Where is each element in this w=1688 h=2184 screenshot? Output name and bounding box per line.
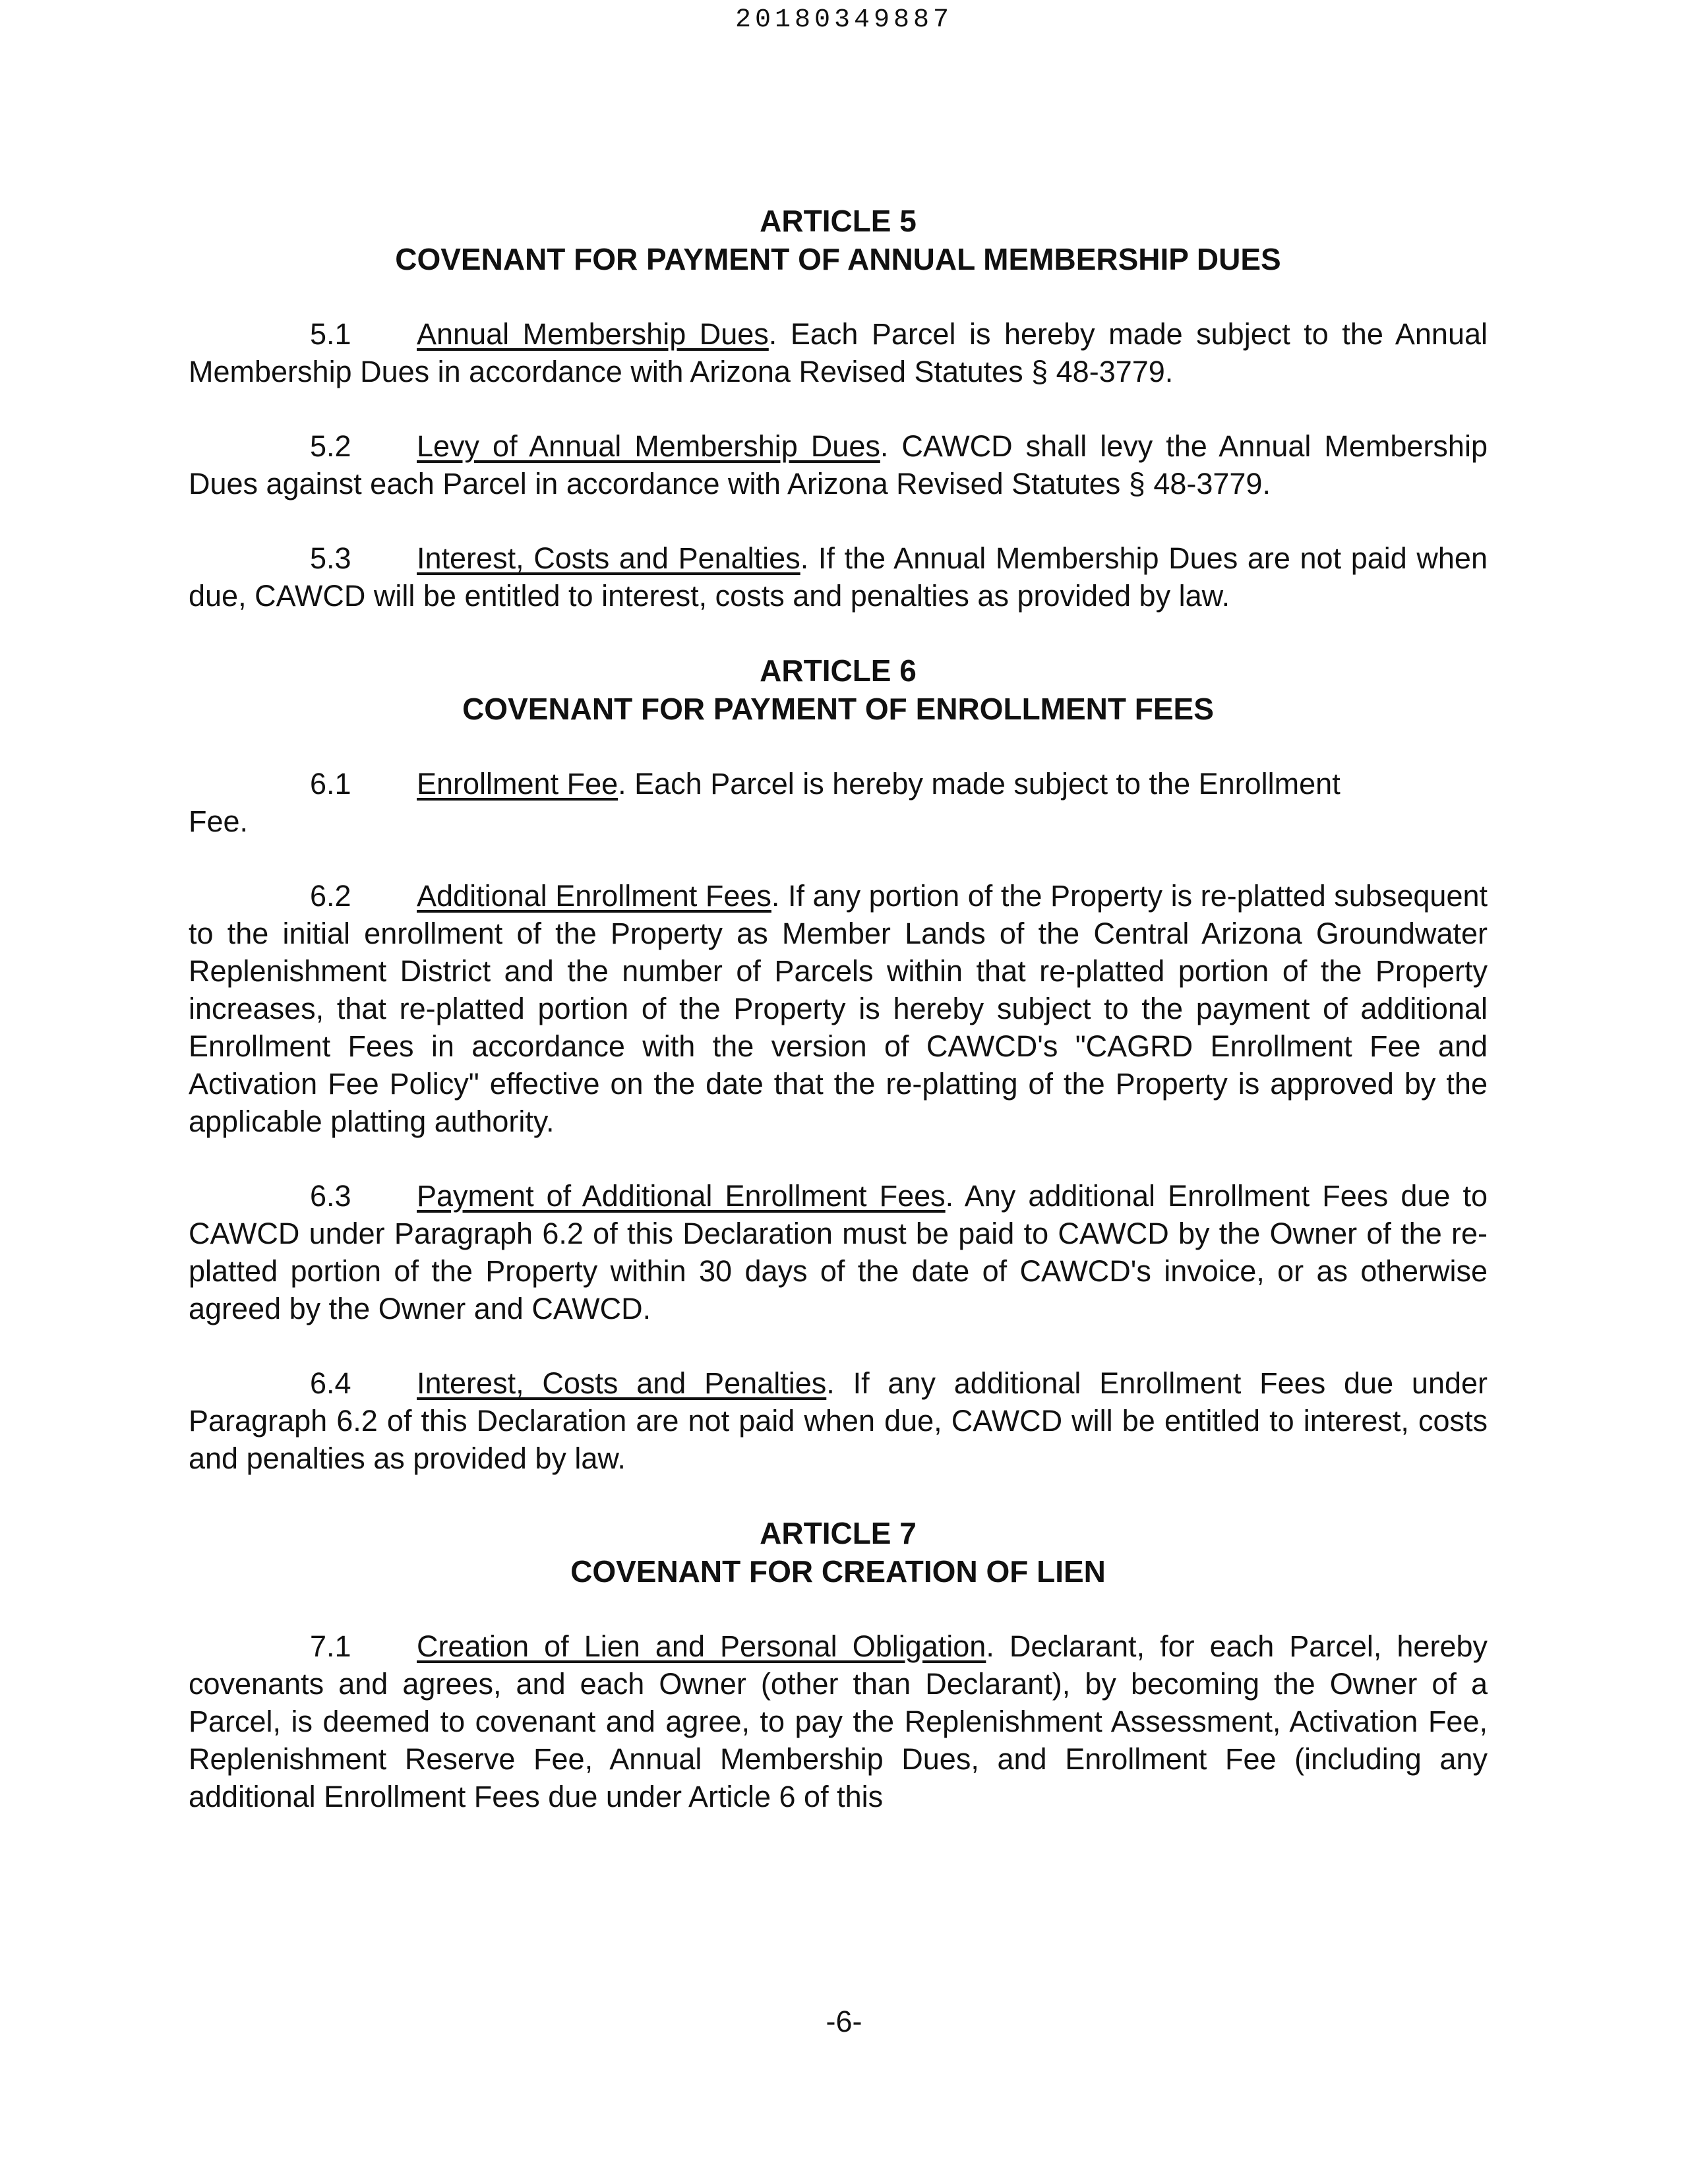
- section-5-3: [189, 539, 1488, 615]
- section-text: . Declarant, for each Parcel, hereby covenants and agrees, and each Owner (other than Declarant), by becoming the Owner of a Parcel, is deemed to covenant and agree, to pay the Replenishment Assessment, Activation Fee, Replenishment Reserve Fee, Annual Membership Dues, and Enrollment Fee (including any additional Enrollment Fees due under Article 6 of this: [189, 1629, 1488, 1813]
- section-6-1: [189, 765, 1488, 840]
- article-6-title: ARTICLE 6: [760, 653, 917, 688]
- section-text-continuation: Fee.: [189, 804, 249, 838]
- section-caption: Enrollment Fee: [417, 767, 618, 801]
- section-6-4: [189, 1364, 1488, 1477]
- article-6-subtitle: COVENANT FOR PAYMENT OF ENROLLMENT FEES: [462, 692, 1214, 726]
- section-7-1: [189, 1627, 1488, 1815]
- section-number: 6.1: [310, 767, 351, 801]
- section-caption: Annual Membership Dues: [417, 317, 769, 351]
- article-5-title: ARTICLE 5: [760, 204, 917, 238]
- section-caption: Levy of Annual Membership Dues: [417, 429, 880, 463]
- section-5-2: [189, 427, 1488, 502]
- section-number: 5.1: [310, 317, 351, 351]
- section-number: 6.2: [310, 879, 351, 913]
- section-number: 6.4: [310, 1366, 351, 1400]
- section-number: 6.3: [310, 1179, 351, 1213]
- section-6-3: [189, 1177, 1488, 1327]
- section-caption: Interest, Costs and Penalties: [417, 541, 800, 575]
- section-caption: Payment of Additional Enrollment Fees: [417, 1179, 946, 1213]
- section-text: . Each Parcel is hereby made subject to the Enrollment: [618, 767, 1341, 801]
- document-body: [189, 202, 1488, 1815]
- article-5-subtitle: COVENANT FOR PAYMENT OF ANNUAL MEMBERSHIP DUES: [395, 242, 1281, 276]
- section-6-2: [189, 877, 1488, 1140]
- section-5-1: [189, 315, 1488, 390]
- article-7-subtitle: COVENANT FOR CREATION OF LIEN: [570, 1554, 1106, 1589]
- section-text: . If any portion of the Property is re-platted subsequent to the initial enrollment of the Property as Member Lands of the Central Arizona Groundwater Replenishment District and the number of Parcels within that re-platted portion of the Property increases, that re-platted portion of the Property is hereby subject to the payment of additional Enrollment Fees in accordance with the version of CAWCD's "CAGRD Enrollment Fee and Activation Fee Policy" effective on the date that the re-platting of the Property is approved by the applicable platting authority.: [189, 879, 1488, 1138]
- section-text: . CAWCD shall levy the Annual Membership Dues against each Parcel in accordance with Arizona Revised Statutes § 48-3779.: [189, 429, 1488, 501]
- section-text: . Each Parcel is hereby made subject to the Annual Membership Dues in accordance with Arizona Revised Statutes § 48-3779.: [189, 317, 1488, 388]
- section-caption: Creation of Lien and Personal Obligation: [417, 1629, 986, 1663]
- section-caption: Additional Enrollment Fees: [417, 879, 771, 913]
- document-number: 20180349887: [735, 5, 953, 35]
- section-number: 5.3: [310, 541, 351, 575]
- section-caption: Interest, Costs and Penalties: [417, 1366, 827, 1400]
- section-text: . If any additional Enrollment Fees due under Paragraph 6.2 of this Declaration are not paid when due, CAWCD will be entitled to interest, costs and penalties as provided by law.: [189, 1366, 1488, 1475]
- article-7-title: ARTICLE 7: [760, 1516, 917, 1550]
- section-number: 5.2: [310, 429, 351, 463]
- section-text: . If the Annual Membership Dues are not paid when due, CAWCD will be entitled to interest, costs and penalties as provided by law.: [189, 541, 1488, 613]
- section-number: 7.1: [310, 1629, 351, 1663]
- page-number: -6-: [826, 2005, 862, 2038]
- section-text: . Any additional Enrollment Fees due to CAWCD under Paragraph 6.2 of this Declaration must be paid to CAWCD by the Owner of the re-platted portion of the Property within 30 days of the date of CAWCD's invoice, or as otherwise agreed by the Owner and CAWCD.: [189, 1179, 1488, 1325]
